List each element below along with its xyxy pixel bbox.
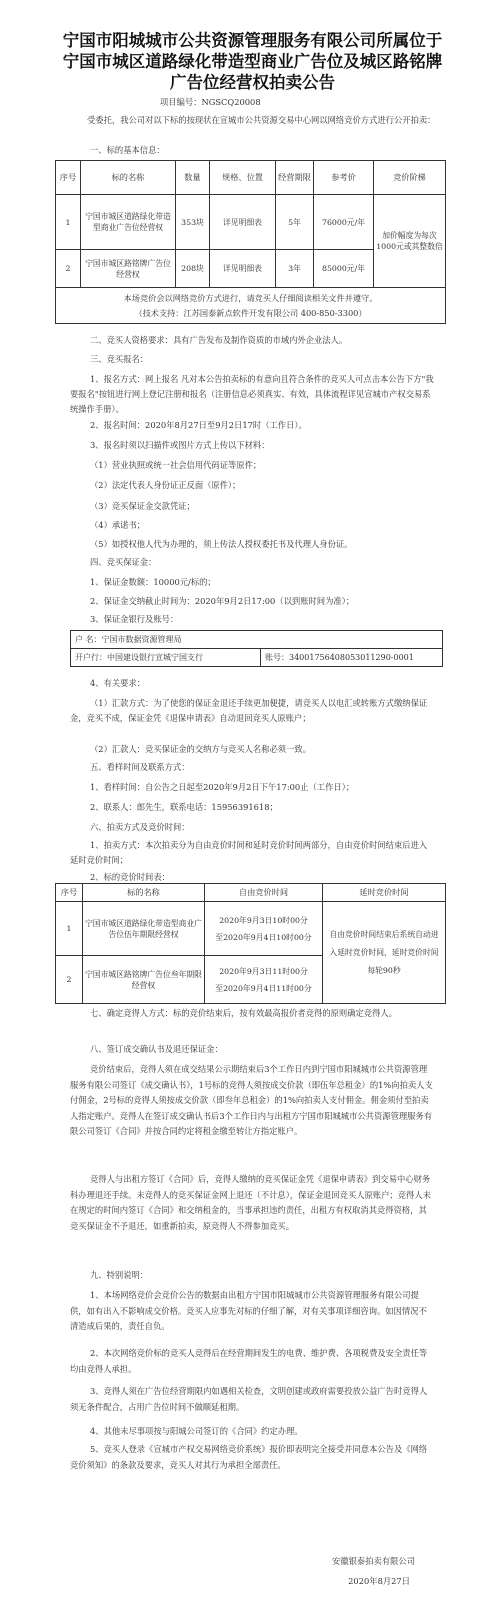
material-item: （1）营业执照或统一社会信用代码证等原件； [90,460,262,470]
auction-schedule-table [55,883,446,1004]
section-7-text: 七、确定竞得人方式：标的竞价结束后，按有效最高报价者竞得的原则确定竞得人。 [90,1008,397,1018]
contact-person: 2、联系人：郎先生，联系电话：15956391618； [90,802,278,812]
col-header-step: 竞价阶梯 [374,161,446,195]
cell-term: 5年 [276,195,314,250]
cell-name: 宁国市城区路铭牌广告位经营权 [81,250,176,288]
deposit-bank-heading: 3、保证金银行及账号： [90,614,179,624]
special-note-5: 5、竞买人登录《宣城市产权交易网络竞价系统》报价即表明完全接受并同意本公告及《网络竞价须知》的条款及要求，竞买人对其行为承担全部责任。 [70,1444,428,1470]
bank-info-table [70,630,443,667]
material-item: （4）承诺书； [90,520,146,530]
auction-method: 1、拍卖方式：本次拍卖分为自由竞价时间和延时竞价时间两部分，自由竞价时间结束后进入延时竞价时间； [70,840,428,865]
requirements-heading: 4、有关要求： [90,678,146,688]
cell-no: 2 [56,956,83,1004]
special-note-4: 4、其他未尽事项按与阳城公司签订的《合同》约定办理。 [90,1426,303,1436]
col-header-free-time: 自由竞价时间 [205,884,323,902]
cell-price: 76000元/年 [314,195,374,250]
col-header-name: 标的名称 [81,161,176,195]
col-header-no: 序号 [56,161,81,195]
section-5-heading: 五、看样时间及联系方式： [90,762,190,772]
material-item: （3）竞买保证金交款凭证； [90,501,195,511]
free-time-start: 2020年9月3日11时00分 [219,966,308,976]
col-header-price: 参考价 [314,161,374,195]
cell-no: 1 [56,902,83,956]
material-item: （2）法定代表人身份证正反面（原件）； [90,480,241,490]
cell-name: 宁国市城区道路绿化带造型商业广告位伍年期限经营权 [83,902,205,956]
cell-term: 3年 [276,250,314,288]
cell-free-time [205,956,323,1004]
registration-time: 2、报名时间：2020年8月27日至9月2日17时（工作日）。 [90,420,307,430]
cell-qty: 353块 [176,195,210,250]
page-title: 宁国市阳城城市公共资源管理服务有限公司所属位于宁国市城区道路绿化带造型商业广告位及城区路铭牌广告位经营权拍卖公告 [62,31,443,92]
col-header-spec: 规格、位置 [210,161,276,195]
table-row [71,649,443,667]
registration-method: 1、报名方式：网上报名 凡对本公告拍卖标的有意向且符合条件的竞买人可点击本公告下方"我要报名"按钮进行网上登记注册和报名（注册信息必须真实、有效，具体流程详见宣城市产权交易系统操作手册）。 [70,374,434,414]
section-6-heading: 六、拍卖方式及竞价时间： [90,822,190,832]
signature-date: 2020年8月27日 [348,1576,410,1586]
table-note-row [56,288,446,324]
cell-name: 宁国市城区路铭牌广告位叁年期限经营权 [83,956,205,1004]
section-3-heading: 三、竞买报名： [90,354,149,364]
viewing-time: 1、看样时间：自公告之日起至2020年9月2日下午17:00止（工作日）； [90,782,355,792]
section-8-heading: 八、签订成交确认书及退还保证金： [90,1044,223,1054]
signature-company: 安徽银泰拍卖有限公司 [332,1556,415,1566]
cell-name: 宁国市城区道路绿化带造型商业广告位经营权 [81,195,176,250]
free-time-start: 2020年9月3日10时00分 [219,915,308,925]
requirement-remitter: （2）汇款人：竞买保证金的交纳方与竞买人名称必须一致。 [90,744,311,754]
requirement-remittance: （1）汇款方式：为了使您的保证金退还手续更加便捷，请竞买人以电汇或转账方式缴纳保证金，竞买不成，保证金凭《退保申请表》自动退回竞买人原账户； [70,698,428,723]
col-header-term: 经营期限 [276,161,314,195]
cell-no: 2 [56,250,81,288]
table-row [71,631,443,649]
auction-schedule-heading: 2、标的竞价时间表： [90,872,170,882]
special-note-3: 3、竞得人须在广告位经营期限内如遇相关检查，文明创建或政府需要投放公益广告时竞得人须无条件配合，占用广告位时间不做顺延租期。 [70,1386,428,1412]
deposit-deadline: 2、保证金交纳截止时间为：2020年9月2日17:00（以到账时间为准）； [90,596,355,606]
table-row [56,195,446,250]
section-9-heading: 九、特别说明： [90,1270,149,1280]
cell-no: 1 [56,195,81,250]
col-header-name: 标的名称 [83,884,205,902]
account-number: 账号：34001756408053011290-0001 [261,649,443,667]
table-row [56,902,446,956]
cell-delay-time: 自由竞价时间结束后系统自动进入延时竞价时间，延时竞价时间每轮90秒 [323,902,446,1004]
table-header-row [56,161,446,195]
col-header-no: 序号 [56,884,83,902]
free-time-end: 至2020年9月4日11时00分 [215,983,312,993]
cell-price: 85000元/年 [314,250,374,288]
cell-qty: 208块 [176,250,210,288]
section-2-heading: 二、竞买人资格要求：具有广告发布及制作资质的市域内外企业法人。 [90,335,348,345]
material-item: （5）如授权他人代为办理的，须上传法人授权委托书及代理人身份证。 [90,539,353,549]
table-note-2: （技术支持：江苏国泰新点软件开发有限公司 400-850-3300） [134,307,367,318]
bank-branch: 开户行：中国建设银行宣城宁国支行 [71,649,261,667]
account-name: 户 名：宁国市数据资源管理局 [71,631,443,649]
section-4-heading: 四、竞买保证金： [90,557,157,567]
section-8-paragraph-1: 竞价结束后，竞得人须在成交结果公示期结束后3个工作日内到宁国市阳城城市公共资源管理服务有限公司签订《成交确认书》，1号标的竞得人须按成交价款（即伍年总租金）的1%向拍卖人支付佣金，2号标的竞得人须按成交价款（即叁年总租金）的1%向拍卖人支付佣金。佣金须付至拍卖人指定账户。竞得人在签订成交确认书后3个工作日内与出租方宁国市阳城城市公共资源管理服务有限公司签订《合同》并按合同约定将租金缴至转让方指定账户。 [70,1064,433,1136]
cell-step: 加价幅度为每次1000元或其整数倍 [374,195,446,288]
project-number: 项目编号：NGSCQ20008 [160,97,261,107]
cell-spec: 详见明细表 [210,195,276,250]
cell-free-time [205,902,323,956]
free-time-end: 至2020年9月4日10时00分 [215,932,312,942]
special-note-1: 1、本场网络竞价会竞价公告的数据由出租方宁国市阳城城市公共资源管理服务有限公司提供，如有出入不影响成交价格。竞买人应事先对标的仔细了解，对有关事项详细咨询。如因情况不清造成后果的，责任自负。 [70,1290,427,1331]
section-1-heading: 一、标的基本信息： [90,145,165,155]
section-8-paragraph-2: 竞得人与出租方签订《合同》后，竞得人缴纳的竞买保证金凭《退保申请表》到交易中心财务科办理退还手续。未竞得人的竞买保证金网上退还（不计息），保证金退回竞买人原账户；竞得人未在规定的时间内签订《合同》和交纳租金的，当事承担违约责任，出租方有权取消其竞得资格，其竞买保证金不予退还，如重新拍卖，原竞得人不得参加竞买。 [70,1174,431,1231]
registration-materials: 3、报名时须以扫描件或图片方式上传以下材料： [90,440,270,450]
deposit-amount: 1、保证金数额：10000元/标的； [90,577,216,587]
special-note-2: 2、本次网络竞价标的竞买人竞得后在经营期间发生的电费、维护费、各项税费及安全责任等均由竞得人承担。 [70,1348,428,1374]
col-header-qty: 数量 [176,161,210,195]
cell-spec: 详见明细表 [210,250,276,288]
table-header-row [56,884,446,902]
lot-info-table [55,160,446,324]
intro-paragraph: 受委托，我公司对以下标的按现状在宣城市公共资源交易中心网以网络竞价方式进行公开拍卖： [87,115,436,125]
col-header-delay-time: 延时竞价时间 [323,884,446,902]
table-note-1: 本场竞价会以网络竞价方式进行，请竞买人仔细阅读相关文件并遵守。 [123,292,378,303]
